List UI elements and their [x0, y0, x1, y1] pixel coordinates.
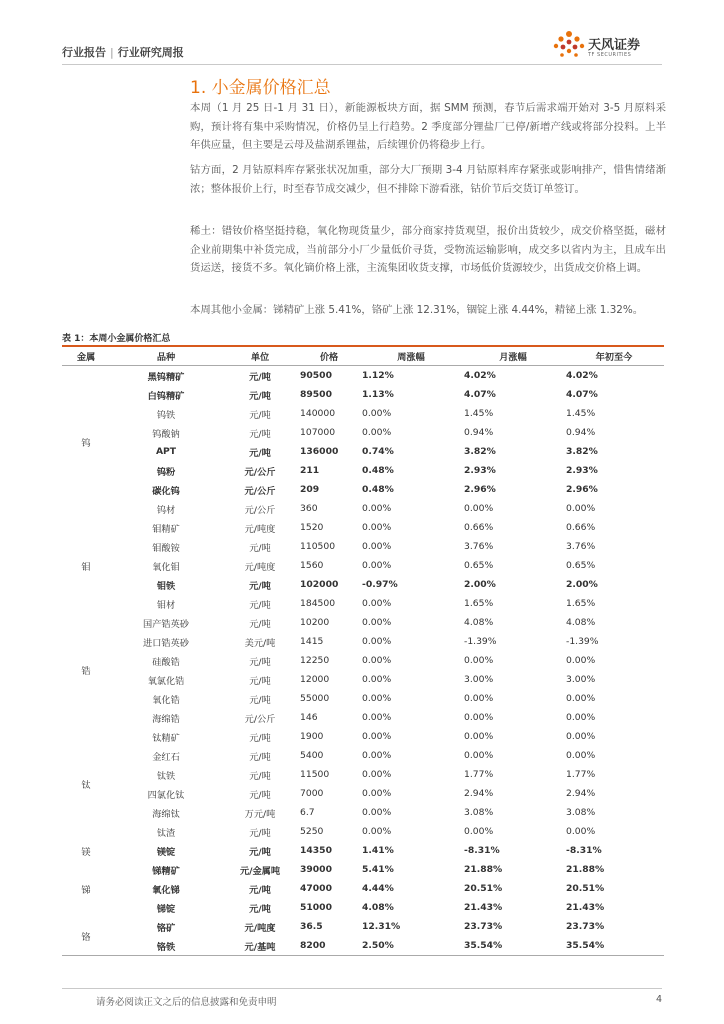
- cell-product: 铬铁: [156, 941, 176, 953]
- table-row: [62, 594, 664, 613]
- header-breadcrumb: [62, 44, 184, 60]
- column-header: 金属: [76, 352, 96, 363]
- cell-month-change: 1.77%: [464, 769, 494, 780]
- cell-month-change: 1.45%: [464, 408, 494, 419]
- cell-metal: 锑: [81, 884, 91, 896]
- cell-product: 硅酸锆: [152, 656, 180, 668]
- cell-ytd-change: 2.96%: [566, 484, 598, 495]
- column-header: 品种: [156, 352, 176, 363]
- cell-price: 102000: [300, 579, 339, 590]
- logo-name: 天风证券: [588, 38, 641, 53]
- table-row: [62, 632, 664, 651]
- cell-week-change: 0.00%: [362, 427, 392, 438]
- cell-week-change: 0.74%: [362, 446, 394, 457]
- cell-unit: 元/吨: [249, 371, 271, 383]
- cell-metal: 锆: [81, 666, 91, 677]
- cell-week-change: 0.00%: [362, 541, 392, 552]
- cell-price: 8200: [300, 940, 326, 951]
- cell-ytd-change: 35.54%: [566, 940, 605, 951]
- cell-ytd-change: 21.43%: [566, 902, 605, 913]
- cell-ytd-change: 3.08%: [566, 807, 596, 818]
- cell-unit: 元/公斤: [244, 485, 276, 497]
- cell-unit: 元/吨: [249, 846, 271, 858]
- cell-month-change: 2.94%: [464, 788, 494, 799]
- paragraph-other-metals: 本周其他小金属：锑精矿上涨 5.41%，铬矿上涨 12.31%，锢锭上涨 4.44%，精铋上涨 1.32%。: [190, 304, 644, 316]
- table-row: [62, 670, 664, 689]
- cell-week-change: 1.13%: [362, 389, 394, 400]
- table-row: [62, 898, 664, 917]
- cell-month-change: 0.00%: [464, 731, 494, 742]
- cell-unit: 元/吨: [249, 409, 271, 421]
- cell-unit: 元/吨: [249, 618, 271, 630]
- cell-unit: 元/金属吨: [239, 865, 281, 877]
- cell-week-change: 0.00%: [362, 807, 392, 818]
- cell-product: APT: [155, 446, 177, 457]
- logo-subtitle: TF SECURITIES: [588, 52, 632, 58]
- table-row: [62, 423, 664, 442]
- cell-product: 黑钨精矿: [147, 371, 185, 383]
- cell-metal: 铬: [81, 932, 91, 943]
- cell-month-change: 0.94%: [464, 427, 494, 438]
- cell-month-change: 3.00%: [464, 674, 494, 685]
- cell-week-change: 0.00%: [362, 769, 392, 780]
- cell-product: 锑精矿: [152, 865, 180, 877]
- cell-week-change: 4.08%: [362, 902, 394, 913]
- column-header: 年初至今: [595, 352, 633, 363]
- cell-price: 6.7: [300, 807, 315, 818]
- column-header: 月涨幅: [499, 352, 527, 363]
- cell-product: 钛精矿: [152, 732, 180, 744]
- table-row: [62, 803, 664, 822]
- table-row: [62, 442, 664, 461]
- cell-unit: 元/吨: [249, 827, 271, 839]
- cell-metal: 钼: [81, 561, 91, 573]
- table-row: [62, 708, 664, 727]
- cell-week-change: 0.00%: [362, 655, 392, 666]
- table-row: [62, 613, 664, 632]
- cell-month-change: 21.43%: [464, 902, 503, 913]
- cell-product: 钛铁: [156, 770, 176, 782]
- cell-month-change: 3.76%: [464, 541, 494, 552]
- cell-product: 锑锭: [156, 903, 176, 915]
- cell-ytd-change: 20.51%: [566, 883, 605, 894]
- cell-product: 钼铁: [156, 580, 176, 592]
- cell-month-change: 3.08%: [464, 807, 494, 818]
- cell-product: 钛渣: [156, 827, 176, 839]
- table-row: [62, 822, 664, 841]
- cell-ytd-change: 2.00%: [566, 579, 598, 590]
- table-row: [62, 936, 664, 956]
- cell-unit: 元/吨: [249, 580, 271, 592]
- column-header: 周涨幅: [397, 352, 425, 363]
- cell-product: 铬矿: [156, 922, 176, 934]
- cell-month-change: 2.93%: [464, 465, 496, 476]
- cell-product: 海绵锆: [152, 713, 180, 725]
- cell-product: 钨材: [156, 504, 176, 516]
- cell-price: 209: [300, 484, 320, 495]
- cell-month-change: 0.00%: [464, 655, 494, 666]
- paragraph-rare-earth: 稀土：镨钕价格坚挺持稳，氧化物现货量少，部分商家持货观望，报价出货较少，成交价格坚挺，磁材企业前期集中补货完成，当前部分小厂少量低价寻货，受物流运输影响，成交多以省内为主，且成车出货运送，接货不多。氧化镝价格上涨，主流集团收货支撑，市场低价货源较少，出货成交价格上调。: [190, 225, 666, 275]
- cell-unit: 美元/吨: [244, 637, 276, 649]
- cell-price: 136000: [300, 446, 339, 457]
- company-logo: [552, 30, 662, 64]
- cell-unit: 元/吨度: [244, 523, 276, 535]
- cell-month-change: -8.31%: [464, 845, 500, 856]
- cell-unit: 元/吨: [249, 903, 271, 915]
- cell-price: 1900: [300, 731, 324, 742]
- header-separator: |: [110, 46, 114, 59]
- cell-ytd-change: 0.00%: [566, 826, 596, 837]
- cell-product: 氧氯化锆: [147, 675, 185, 687]
- cell-unit: 元/吨: [249, 428, 271, 440]
- cell-ytd-change: 0.00%: [566, 712, 596, 723]
- table-row: [62, 860, 664, 879]
- cell-price: 51000: [300, 902, 332, 913]
- cell-price: 47000: [300, 883, 332, 894]
- table-row: [62, 689, 664, 708]
- cell-price: 5400: [300, 750, 324, 761]
- cell-week-change: 0.00%: [362, 522, 392, 533]
- cell-metal: 镁: [81, 846, 91, 858]
- table-row: [62, 366, 664, 386]
- cell-ytd-change: 23.73%: [566, 921, 605, 932]
- table-row: [62, 556, 664, 575]
- cell-month-change: 35.54%: [464, 940, 503, 951]
- cell-unit: 元/基吨: [244, 941, 276, 953]
- cell-week-change: 0.00%: [362, 693, 392, 704]
- cell-ytd-change: 4.07%: [566, 389, 598, 400]
- cell-week-change: 0.00%: [362, 617, 392, 628]
- table-row: [62, 784, 664, 803]
- cell-ytd-change: 0.00%: [566, 655, 596, 666]
- cell-week-change: 0.00%: [362, 788, 392, 799]
- cell-month-change: 4.02%: [464, 370, 496, 381]
- cell-week-change: 0.00%: [362, 826, 392, 837]
- cell-price: 140000: [300, 408, 336, 419]
- cell-week-change: 0.00%: [362, 750, 392, 761]
- cell-ytd-change: 2.93%: [566, 465, 598, 476]
- cell-price: 110500: [300, 541, 336, 552]
- cell-unit: 元/吨: [249, 751, 271, 763]
- footer-disclaimer: 请务必阅读正文之后的信息披露和免责申明: [96, 997, 277, 1008]
- cell-unit: 元/吨: [249, 675, 271, 687]
- cell-ytd-change: 0.00%: [566, 731, 596, 742]
- cell-ytd-change: 1.45%: [566, 408, 596, 419]
- cell-ytd-change: 0.00%: [566, 750, 596, 761]
- cell-week-change: 1.12%: [362, 370, 394, 381]
- paragraph-lithium: 本周（1 月 25 日-1 月 31 日），新能源板块方面，据 SMM 预测，春节后需求端开始对 3-5 月原料采购，预计将有集中采购情况，价格仍呈上行趋势。2 季度部分锂盐厂已停/新增产线或将部分投料。上半年供应量，但主要是云母及盐湖系锂盐，后续锂价仍将稳步上行。: [190, 102, 666, 152]
- cell-ytd-change: 2.94%: [566, 788, 596, 799]
- cell-ytd-change: 21.88%: [566, 864, 605, 875]
- cell-unit: 万元/吨: [244, 808, 276, 820]
- cell-ytd-change: 1.65%: [566, 598, 596, 609]
- cell-unit: 元/公斤: [244, 466, 276, 478]
- cell-month-change: 0.65%: [464, 560, 494, 571]
- cell-month-change: 3.82%: [464, 446, 496, 457]
- cell-metal: 钛: [81, 780, 91, 791]
- cell-month-change: 4.07%: [464, 389, 496, 400]
- cell-price: 360: [300, 503, 318, 514]
- table-row: [62, 727, 664, 746]
- cell-ytd-change: 4.02%: [566, 370, 598, 381]
- cell-unit: 元/吨度: [244, 922, 276, 934]
- cell-product: 钨酸钠: [152, 428, 180, 440]
- paragraph-cobalt: 钴方面，2 月钴原料库存紧张状况加重，部分大厂预期 3-4 月钴原料库存紧张或影响排产，惜售情绪渐浓；整体报价上行，时至春节成交减少，但不排除下游看涨，钴价节后交货订单签订。: [190, 164, 666, 195]
- cell-ytd-change: 0.00%: [566, 693, 596, 704]
- cell-week-change: 0.00%: [362, 731, 392, 742]
- table-row: [62, 575, 664, 594]
- price-table: [62, 345, 664, 956]
- header-report-type: 行业研究周报: [117, 46, 184, 59]
- cell-price: 10200: [300, 617, 330, 628]
- cell-month-change: 2.00%: [464, 579, 496, 590]
- cell-ytd-change: -1.39%: [566, 636, 599, 647]
- table-header-row: [62, 346, 664, 366]
- header-category: 行业报告: [62, 46, 106, 59]
- cell-ytd-change: 4.08%: [566, 617, 596, 628]
- cell-price: 184500: [300, 598, 336, 609]
- table-row: [62, 518, 664, 537]
- cell-month-change: 0.00%: [464, 693, 494, 704]
- cell-unit: 元/吨: [249, 447, 271, 459]
- cell-product: 氧化锆: [152, 694, 180, 706]
- cell-week-change: 0.00%: [362, 503, 392, 514]
- page-number: 4: [655, 994, 662, 1005]
- cell-week-change: 5.41%: [362, 864, 394, 875]
- cell-product: 钨铁: [156, 409, 176, 421]
- cell-ytd-change: -8.31%: [566, 845, 602, 856]
- table-caption: 表 1：本周小金属价格汇总: [62, 334, 171, 344]
- header-divider: [62, 64, 662, 65]
- cell-unit: 元/吨: [249, 732, 271, 744]
- cell-unit: 元/吨: [249, 390, 271, 402]
- table-row: [62, 480, 664, 499]
- cell-price: 14350: [300, 845, 332, 856]
- cell-month-change: 0.66%: [464, 522, 494, 533]
- cell-unit: 元/吨: [249, 884, 271, 896]
- cell-product: 白钨精矿: [147, 390, 185, 402]
- cell-week-change: 1.41%: [362, 845, 394, 856]
- cell-price: 11500: [300, 769, 330, 780]
- cell-month-change: 0.00%: [464, 503, 494, 514]
- cell-week-change: 2.50%: [362, 940, 394, 951]
- cell-month-change: 1.65%: [464, 598, 494, 609]
- cell-product: 氧化钼: [152, 561, 180, 573]
- cell-product: 金红石: [152, 751, 180, 763]
- cell-ytd-change: 0.00%: [566, 503, 596, 514]
- cell-product: 钨粉: [156, 466, 176, 478]
- table-row: [62, 765, 664, 784]
- table-row: [62, 746, 664, 765]
- cell-ytd-change: 0.66%: [566, 522, 596, 533]
- cell-ytd-change: 3.76%: [566, 541, 596, 552]
- cell-week-change: 0.00%: [362, 408, 392, 419]
- cell-week-change: 12.31%: [362, 921, 401, 932]
- cell-month-change: 0.00%: [464, 826, 494, 837]
- cell-price: 12000: [300, 674, 330, 685]
- cell-unit: 元/公斤: [244, 713, 276, 725]
- cell-month-change: 4.08%: [464, 617, 494, 628]
- cell-month-change: 20.51%: [464, 883, 503, 894]
- table-body: [62, 366, 664, 956]
- table-row: [62, 385, 664, 404]
- page-header: [62, 38, 662, 66]
- cell-week-change: 0.00%: [362, 712, 392, 723]
- cell-price: 55000: [300, 693, 330, 704]
- cell-ytd-change: 1.77%: [566, 769, 596, 780]
- cell-price: 107000: [300, 427, 336, 438]
- cell-unit: 元/吨: [249, 789, 271, 801]
- table-header: [62, 346, 664, 366]
- cell-month-change: 2.96%: [464, 484, 496, 495]
- cell-price: 1415: [300, 636, 324, 647]
- cell-price: 1560: [300, 560, 324, 571]
- cell-product: 钼精矿: [152, 523, 180, 535]
- cell-price: 39000: [300, 864, 332, 875]
- cell-price: 1520: [300, 522, 324, 533]
- cell-week-change: 0.48%: [362, 484, 394, 495]
- cell-product: 氧化锑: [152, 884, 180, 896]
- footer-divider: [62, 988, 662, 989]
- cell-week-change: 4.44%: [362, 883, 394, 894]
- cell-unit: 元/吨: [249, 656, 271, 668]
- cell-unit: 元/吨: [249, 542, 271, 554]
- cell-price: 89500: [300, 389, 332, 400]
- cell-product: 钼材: [156, 599, 176, 611]
- table-row: [62, 651, 664, 670]
- cell-product: 镁锭: [156, 846, 176, 858]
- cell-product: 四氯化钛: [147, 789, 185, 801]
- cell-month-change: 23.73%: [464, 921, 503, 932]
- cell-week-change: 0.00%: [362, 674, 392, 685]
- cell-month-change: 0.00%: [464, 712, 494, 723]
- cell-metal: 钨: [81, 438, 91, 449]
- cell-product: 国产锆英砂: [143, 618, 189, 630]
- cell-month-change: -1.39%: [464, 636, 497, 647]
- cell-unit: 元/吨: [249, 694, 271, 706]
- cell-ytd-change: 0.94%: [566, 427, 596, 438]
- cell-unit: 元/吨: [249, 770, 271, 782]
- table-row: [62, 499, 664, 518]
- cell-price: 90500: [300, 370, 332, 381]
- cell-month-change: 0.00%: [464, 750, 494, 761]
- cell-week-change: 0.00%: [362, 598, 392, 609]
- cell-price: 7000: [300, 788, 324, 799]
- cell-price: 12250: [300, 655, 330, 666]
- cell-product: 进口锆英砂: [143, 637, 189, 649]
- cell-product: 钼酸铵: [152, 542, 180, 554]
- cell-week-change: -0.97%: [362, 579, 398, 590]
- cell-price: 5250: [300, 826, 324, 837]
- logo-mark-icon: [552, 30, 586, 62]
- table-row: [62, 537, 664, 556]
- price-table-container: [62, 345, 664, 956]
- table-row: [62, 461, 664, 480]
- table-row: [62, 917, 664, 936]
- table-row: [62, 879, 664, 898]
- cell-unit: 元/吨度: [244, 561, 276, 573]
- cell-product: 碳化钨: [152, 485, 180, 497]
- cell-price: 146: [300, 712, 318, 723]
- column-header: 单位: [250, 352, 270, 363]
- table-row: [62, 404, 664, 423]
- cell-week-change: 0.00%: [362, 636, 392, 647]
- cell-price: 211: [300, 465, 320, 476]
- cell-ytd-change: 3.82%: [566, 446, 598, 457]
- table-row: [62, 841, 664, 860]
- section-title: 1. 小金属价格汇总: [190, 78, 331, 98]
- cell-ytd-change: 0.65%: [566, 560, 596, 571]
- cell-week-change: 0.48%: [362, 465, 394, 476]
- cell-week-change: 0.00%: [362, 560, 392, 571]
- column-header: 价格: [319, 352, 339, 363]
- cell-unit: 元/吨: [249, 599, 271, 611]
- cell-unit: 元/公斤: [244, 504, 276, 516]
- cell-ytd-change: 3.00%: [566, 674, 596, 685]
- cell-month-change: 21.88%: [464, 864, 503, 875]
- cell-product: 海绵钛: [152, 808, 180, 820]
- cell-price: 36.5: [300, 921, 323, 932]
